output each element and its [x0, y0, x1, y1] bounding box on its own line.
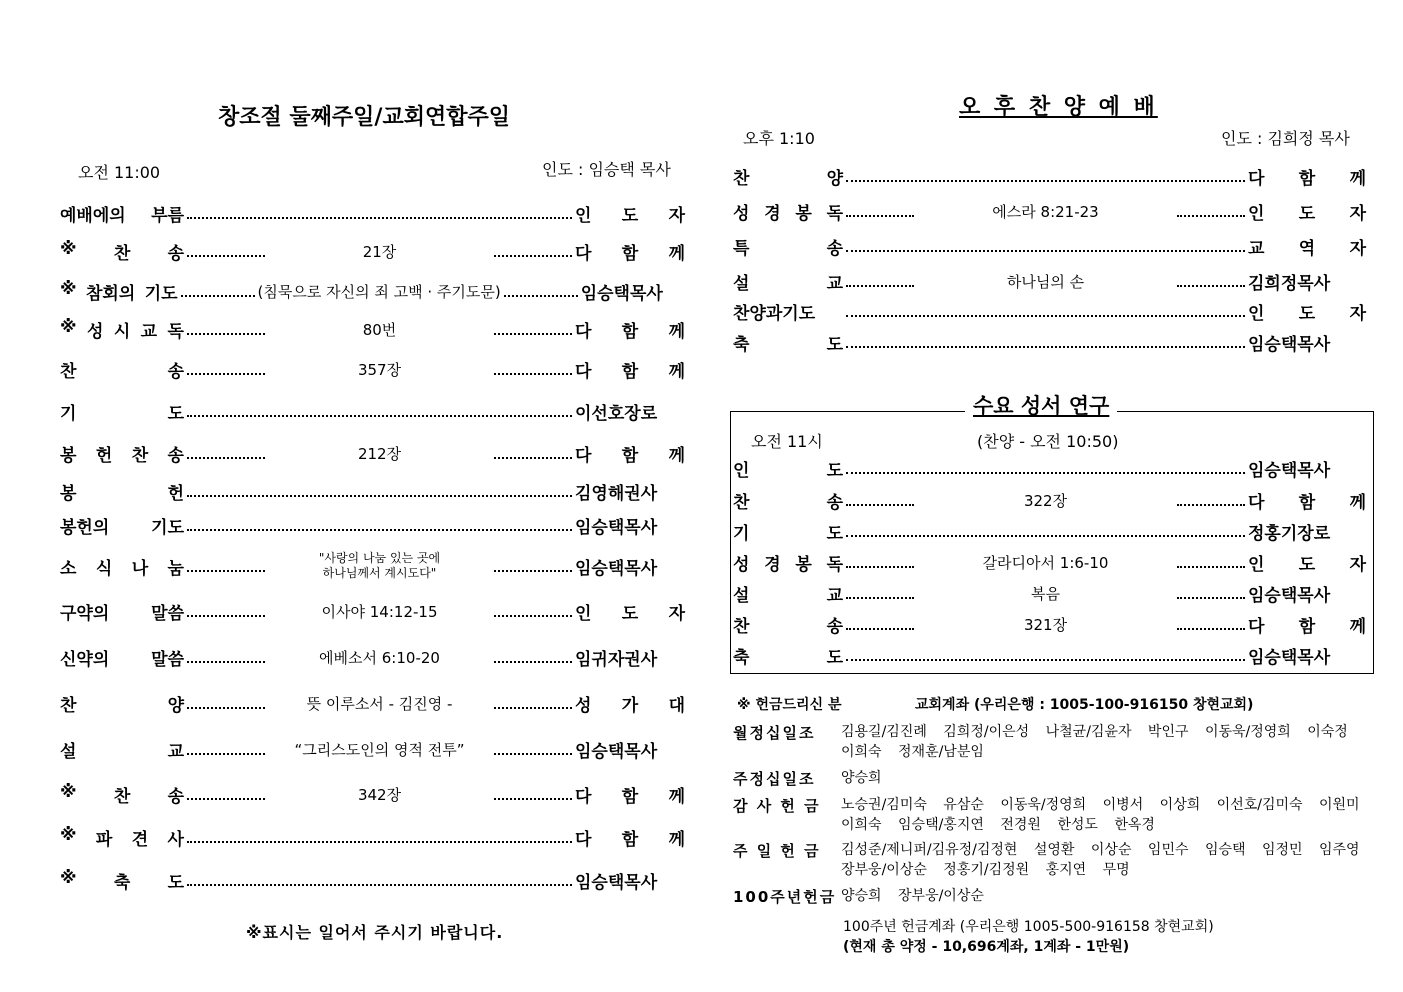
order-row [733, 642, 1366, 668]
dot-leader [494, 457, 572, 459]
order-detail: (침묵으로 자신의 죄 고백 · 주기도문) [257, 282, 501, 301]
dot-leader [494, 753, 572, 755]
order-label: ※ 참회의 기도 [60, 278, 178, 304]
afternoon-service-title: 오 후 찬 양 예 배 [959, 95, 1158, 120]
dot-leader [187, 707, 265, 709]
order-row [733, 580, 1366, 606]
order-person: 다 함 께 [575, 445, 685, 466]
afternoon-leader: 인도 : 김희정 목사 [1221, 129, 1350, 148]
dot-leader [504, 295, 578, 297]
morning-service-title: 창조절 둘째주일/교회연합주일 [218, 105, 510, 130]
order-person: 임승택목사 [575, 741, 658, 762]
order-person: 인 도 자 [575, 603, 685, 624]
order-person: 김희정목사 [1248, 273, 1331, 294]
order-detail: 하나님의 손 [1006, 272, 1085, 291]
order-label: 설 교 [733, 585, 843, 606]
dot-leader [846, 628, 914, 630]
pledge-info: (현재 총 약정 - 10,696계좌, 1계좌 - 1만원) [843, 939, 1130, 955]
order-label: 찬 양 [733, 168, 843, 189]
order-detail: 80번 [362, 320, 397, 339]
order-label: 구약의 말씀 [60, 603, 184, 624]
offering-type: 100주년헌금 [733, 888, 837, 906]
order-row [60, 781, 685, 807]
offering-donors: 김성준/제니퍼/김유정/김정현 설영환 이상순 임민수 임승택 임정민 임주영 장부웅/이상순 정홍기/김정원 홍지연 무명 [841, 842, 1360, 878]
order-detail: “그리스도인의 영적 전투” [294, 740, 465, 759]
dot-leader [846, 285, 914, 287]
offering-donors: 양승희 장부웅/이상순 [841, 888, 984, 904]
wednesday-praise-time: (찬양 - 오전 10:50) [977, 432, 1119, 451]
order-person: 다 함 께 [1248, 616, 1366, 637]
dot-leader [494, 615, 572, 617]
order-label: 찬 송 [733, 616, 843, 637]
dot-leader [187, 457, 265, 459]
order-label: 기 도 [60, 403, 184, 424]
order-person: 임승택목사 [575, 872, 658, 893]
order-person: 임승택목사 [575, 558, 658, 579]
order-label: ※ 축 도 [60, 867, 184, 893]
order-row [733, 298, 1366, 324]
order-detail: "사랑의 나눔 있는 곳에 하나님께서 계시도다" [318, 551, 441, 580]
order-label: 기 도 [733, 523, 843, 544]
order-row [60, 478, 685, 504]
dot-leader [187, 841, 572, 843]
order-row [60, 598, 685, 624]
dot-leader [1177, 215, 1245, 217]
order-detail: 21장 [362, 242, 397, 261]
morning-time: 오전 11:00 [78, 163, 161, 182]
dot-leader [187, 333, 265, 335]
dot-leader [494, 255, 572, 257]
order-label: ※ 찬 송 [60, 781, 184, 807]
order-label: ※ 성 시 교 독 [60, 316, 184, 342]
order-detail: 에스라 8:21-23 [992, 202, 1099, 221]
order-person: 임승택목사 [1248, 585, 1331, 606]
order-label: 찬양과기도 [733, 303, 816, 324]
dot-leader [187, 570, 265, 572]
dot-leader [187, 661, 265, 663]
order-label: ※ 파 견 사 [60, 824, 184, 850]
order-row [733, 198, 1366, 224]
order-label: 설 교 [733, 273, 843, 294]
order-person: 성 가 대 [575, 695, 685, 716]
offering-type: 주정십일조 [733, 770, 816, 788]
order-row [733, 455, 1366, 481]
order-person: 다 함 께 [575, 361, 685, 382]
dot-leader [846, 180, 1245, 182]
dot-leader [846, 472, 1245, 474]
order-person: 다 함 께 [575, 321, 685, 342]
order-row [60, 200, 685, 226]
order-label: 소 식 나 눔 [60, 558, 184, 579]
wednesday-time: 오전 11시 [751, 432, 823, 451]
dot-leader [181, 295, 255, 297]
order-detail: 321장 [1023, 615, 1068, 634]
order-row [60, 512, 685, 538]
standing-note: ※표시는 일어서 주시기 바랍니다. [246, 923, 504, 942]
order-detail: 이사야 14:12-15 [321, 602, 438, 621]
order-detail: 322장 [1023, 491, 1068, 510]
order-label: 인 도 [733, 460, 843, 481]
order-person: 다 함 께 [575, 829, 685, 850]
order-person: 정홍기장로 [1248, 523, 1331, 544]
order-label: 봉 헌 [60, 483, 184, 504]
dot-leader [1177, 566, 1245, 568]
order-person: 다 함 께 [1248, 492, 1366, 513]
dot-leader [494, 798, 572, 800]
dot-leader [846, 597, 914, 599]
order-detail: 복음 [1031, 584, 1060, 603]
order-label: 봉헌의 기도 [60, 517, 184, 538]
order-person: 인 도 자 [1248, 554, 1366, 575]
offering-donors: 김용길/김진례 김희정/이은성 나철균/김윤자 박인구 이동욱/정영희 이숙정 이희숙 정재훈/남분임 [841, 724, 1348, 760]
order-person: 이선호장로 [575, 403, 658, 424]
offering-type: 감 사 헌 금 [733, 797, 821, 815]
order-row [60, 440, 685, 466]
order-detail: 357장 [357, 360, 402, 379]
dot-leader [1177, 597, 1245, 599]
order-label: 신약의 말씀 [60, 649, 184, 670]
dot-leader [1177, 628, 1245, 630]
order-label: 찬 송 [733, 492, 843, 513]
order-row [60, 316, 685, 342]
order-person: 임귀자권사 [575, 649, 658, 670]
dot-leader [846, 250, 1245, 252]
offering-donors: 노승권/김미숙 유삼순 이동욱/정영희 이병서 이상희 이선호/김미숙 이원미 이희숙 임승택/홍지연 전경원 한성도 한옥경 [841, 797, 1360, 833]
order-label: 예배에의 부름 [60, 205, 184, 226]
order-detail: 뜻 이루소서 - 김진영 - [306, 694, 453, 713]
order-label: ※ 찬 송 [60, 238, 184, 264]
order-person: 인 도 자 [1248, 303, 1366, 324]
order-row [733, 163, 1366, 189]
order-label: 축 도 [733, 334, 843, 355]
order-row [60, 644, 685, 670]
dot-leader [494, 707, 572, 709]
dot-leader [187, 753, 265, 755]
dot-leader [494, 333, 572, 335]
order-person: 인 도 자 [575, 205, 685, 226]
dot-leader [187, 217, 572, 219]
order-label: 찬 송 [60, 361, 184, 382]
order-person: 임승택목사 [575, 517, 658, 538]
order-person: 다 함 께 [575, 786, 685, 807]
dot-leader [187, 529, 572, 531]
order-detail: 212장 [357, 444, 402, 463]
order-row [60, 867, 685, 893]
order-detail: 에베소서 6:10-20 [319, 648, 440, 667]
order-row [733, 233, 1366, 259]
order-person: 임승택목사 [1248, 334, 1331, 355]
order-row [60, 690, 685, 716]
afternoon-time: 오후 1:10 [743, 129, 815, 148]
order-row [733, 487, 1366, 513]
order-detail: 342장 [357, 785, 402, 804]
order-row [60, 278, 685, 304]
morning-leader: 인도 : 임승택 목사 [542, 160, 671, 179]
order-row [60, 553, 685, 579]
dot-leader [187, 615, 265, 617]
dot-leader [187, 415, 572, 417]
order-detail: 갈라디아서 1:6-10 [982, 553, 1109, 572]
offering-type: 주 일 헌 금 [733, 842, 821, 860]
order-label: 찬 양 [60, 695, 184, 716]
church-account: 교회계좌 (우리은행 : 1005-100-916150 창현교회) [915, 697, 1254, 713]
centennial-account: 100주년 헌금계좌 (우리은행 1005-500-916158 창현교회) [843, 919, 1214, 935]
order-row [733, 611, 1366, 637]
dot-leader [494, 373, 572, 375]
order-row [733, 549, 1366, 575]
order-row [60, 398, 685, 424]
order-label: 성 경 봉 독 [733, 203, 843, 224]
order-row [733, 268, 1366, 294]
order-label: 축 도 [733, 647, 843, 668]
dot-leader [1177, 504, 1245, 506]
order-person: 인 도 자 [1248, 203, 1366, 224]
order-row [733, 329, 1366, 355]
dot-leader [494, 661, 572, 663]
dot-leader [187, 373, 265, 375]
dot-leader [187, 798, 265, 800]
order-label: 봉 헌 찬 송 [60, 445, 184, 466]
order-person: 임승택목사 [1248, 460, 1331, 481]
order-person: 임승택목사 [1248, 647, 1331, 668]
dot-leader [187, 884, 572, 886]
order-label: 특 송 [733, 238, 843, 259]
order-person: 임승택목사 [580, 283, 663, 304]
order-row [60, 238, 685, 264]
wednesday-title: 수요 성서 연구 [965, 390, 1117, 420]
dot-leader [846, 315, 1245, 317]
order-row [60, 824, 685, 850]
offering-type: 월정십일조 [733, 724, 816, 742]
dot-leader [187, 495, 572, 497]
dot-leader [187, 255, 265, 257]
offering-donors: 양승희 [841, 770, 882, 786]
offering-header: ※ 헌금드리신 분 [737, 697, 842, 713]
order-row [60, 356, 685, 382]
order-label: 성 경 봉 독 [733, 554, 843, 575]
dot-leader [846, 504, 914, 506]
dot-leader [846, 215, 914, 217]
dot-leader [846, 566, 914, 568]
order-person: 다 함 께 [1248, 168, 1366, 189]
order-row [733, 518, 1366, 544]
order-row [60, 736, 685, 762]
order-label: 설 교 [60, 741, 184, 762]
order-person: 교 역 자 [1248, 238, 1366, 259]
dot-leader [846, 535, 1245, 537]
dot-leader [846, 659, 1245, 661]
dot-leader [494, 570, 572, 572]
dot-leader [846, 346, 1245, 348]
order-person: 다 함 께 [575, 243, 685, 264]
dot-leader [1177, 285, 1245, 287]
order-person: 김영해권사 [575, 483, 658, 504]
